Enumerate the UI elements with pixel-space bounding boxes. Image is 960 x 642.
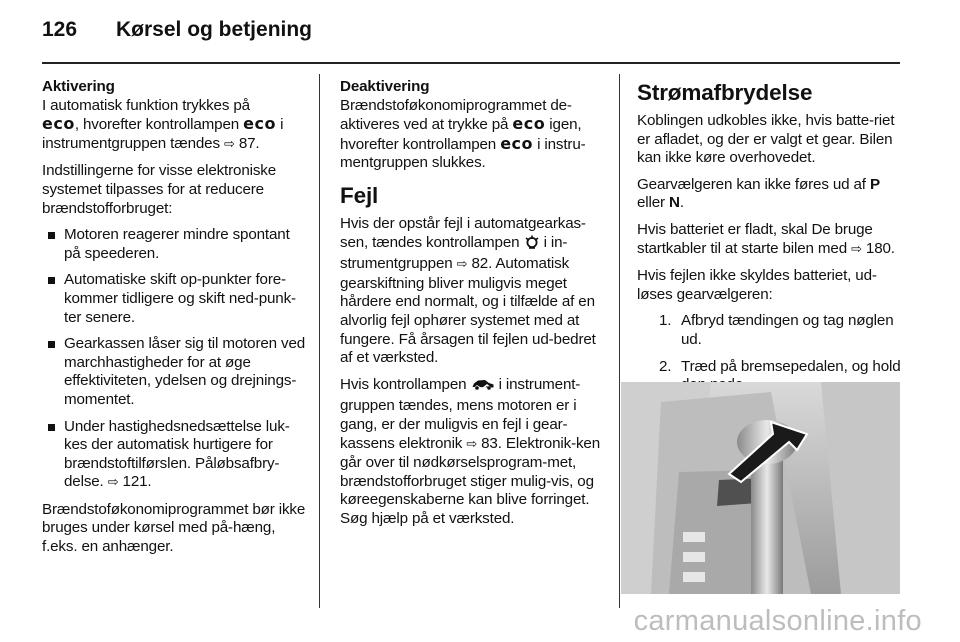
power-failure-heading: Strømafbrydelse: [637, 80, 813, 105]
list-item: 2. Træd på bremsepedalen, og hold: [659, 357, 901, 375]
column-2: [340, 78, 608, 536]
eco-symbol: eco: [512, 114, 546, 134]
page-ref-icon: ⇨: [851, 241, 862, 257]
gear-p: P: [869, 175, 880, 193]
deactivation-heading: Deaktivering: [340, 78, 430, 95]
page-ref-icon: ⇨: [224, 136, 235, 152]
gear-n: N: [669, 194, 680, 212]
column-1: [42, 78, 310, 565]
settings-list: [42, 226, 310, 493]
fault-paragraph-1: Hvis der opstår fejl i automatgearkas-sen, tændes kontrollampen i in-strumentgruppen ⇨ 82. Automatisk gearskiftning bliver muligvis meget hårdere end normalt, og i tilfælde af en alvorlig fejl ophører systemet med at fungere. Få årsagen til fejlen ud-bedret af et værksted.: [340, 214, 596, 367]
power-failure-paragraph-1: Koblingen udkobles ikke, hvis batte-riet er afladet, og der er valgt et gear. Bilen kan ikke køre overhovedet.: [637, 112, 895, 167]
list-item: Gearkassen låser sig til motoren ved marchhastigheder for at øge effektiviteten, ydelsen og drejnings-momentet.: [42, 335, 310, 409]
list-item: 1. Afbryd tændingen og tag nøglen ud.: [659, 312, 894, 348]
trailer-paragraph: Brændstoføkonomiprogrammet bør ikke bruges under kørsel med på-hæng, f.eks. en anhænger.: [42, 500, 306, 556]
page-ref[interactable]: 83.: [481, 434, 502, 452]
list-item: Motoren reagerer mindre spontant på speederen.: [42, 226, 310, 263]
eco-symbol: eco: [42, 114, 75, 134]
list-item: Under hastighedsnedsættelse luk-kes der automatisk hurtigere for brændstoftilførslen. Påløbsafbry-delse. ⇨ 121.: [42, 418, 310, 493]
power-failure-paragraph-3: Hvis batteriet er fladt, skal De bruge startkabler til at starte bilen med ⇨ 180.: [637, 220, 895, 257]
page-ref-icon: ⇨: [456, 257, 468, 273]
vehicle-warning-icon: [471, 377, 495, 398]
activation-heading: Aktivering: [42, 78, 115, 95]
watermark: carmanualsonline.info: [633, 605, 922, 637]
fault-heading: Fejl: [340, 182, 379, 208]
column-divider-1: [319, 74, 320, 608]
power-failure-paragraph-4: Hvis fejlen ikke skyldes batteriet, ud-løses gearvælgeren:: [637, 267, 877, 303]
eco-symbol: eco: [500, 133, 534, 153]
page-ref[interactable]: 87.: [238, 134, 260, 152]
page-title: Kørsel og betjening: [116, 18, 313, 41]
eco-symbol: eco: [243, 114, 276, 134]
settings-paragraph: Indstillingerne for visse elektroniske systemet tilpasses for at reducere brændstofforbruget:: [42, 162, 277, 217]
page-number: 126: [42, 18, 78, 41]
gear-selector-illustration: [621, 382, 900, 594]
power-failure-paragraph-2: Gearvælgeren kan ikke føres ud af P eller N.: [637, 175, 880, 212]
page-ref-icon: ⇨: [466, 436, 478, 452]
gearbox-warning-icon: [524, 234, 540, 256]
page-ref[interactable]: 82.: [471, 255, 493, 273]
deactivation-paragraph: Brændstoføkonomiprogrammet de-aktiveres ved at trykke på eco igen, hvorefter kontrollampen eco i instru-mentgruppen slukkes.: [340, 96, 586, 172]
header-rule: [42, 62, 900, 64]
page-ref-icon: ⇨: [107, 475, 119, 491]
column-divider-2: [619, 74, 620, 608]
activation-paragraph: I automatisk funktion trykkes på eco, hvorefter kontrollampen eco i instrumentgruppen tændes ⇨ 87.: [42, 96, 284, 152]
page-header: [42, 18, 312, 48]
fault-paragraph-2: Hvis kontrollampen i instrument-gruppen tændes, mens motoren er i gang, er der muligvis en fejl i gear-kassens elektronik ⇨ 83. Elektronik-ken går over til nødkørselsprogram-met, brændstofforbruget stiger mulig-vis, og køreegenskaberne kan blive forringet. Søg hjælp på et værksted.: [340, 375, 601, 527]
page-ref[interactable]: 180.: [865, 239, 895, 257]
page-ref[interactable]: 121.: [122, 473, 152, 491]
list-item: Automatiske skift op-punkter fore-kommer tidligere og skift ned-punk-ter senere.: [42, 271, 310, 327]
column-3: [637, 78, 903, 403]
